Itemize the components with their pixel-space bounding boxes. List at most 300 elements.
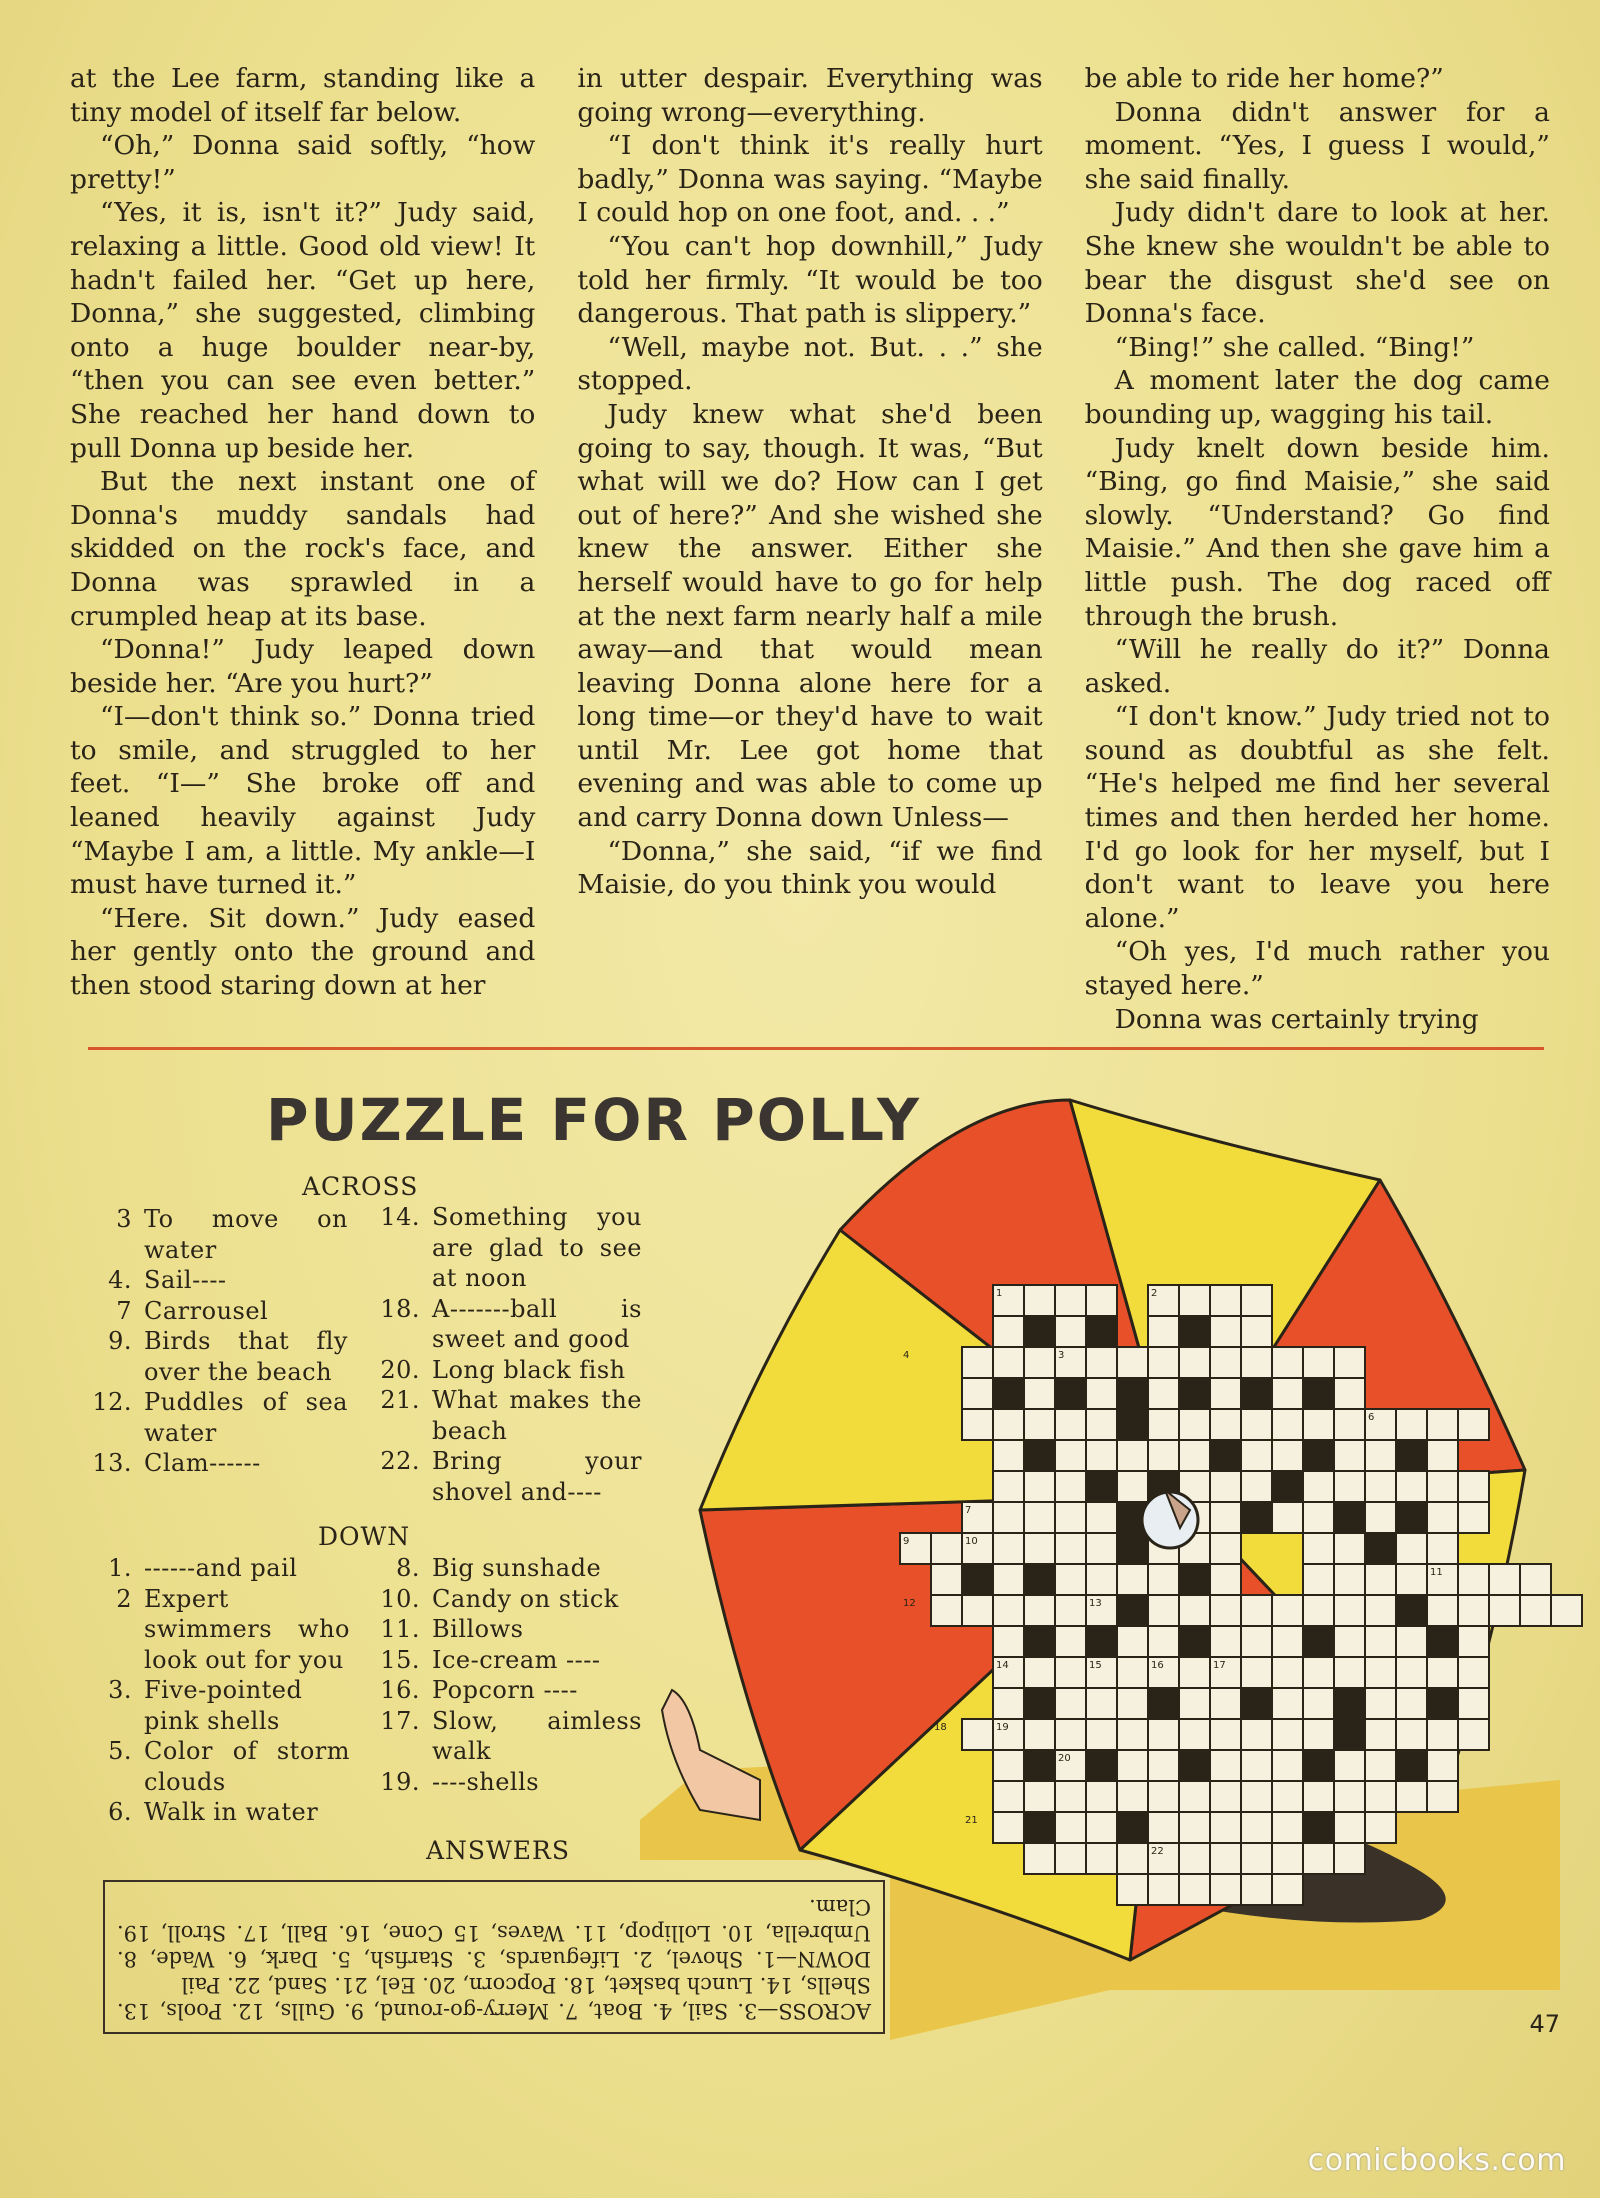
grid-cell	[1086, 1781, 1117, 1812]
grid-cell	[1241, 1843, 1272, 1874]
grid-cell	[1427, 1440, 1458, 1471]
grid-cell	[1148, 1378, 1179, 1409]
grid-cell	[1303, 1595, 1334, 1626]
clue-item	[376, 1294, 642, 1355]
down-clues-left	[88, 1553, 350, 1828]
grid-cell	[1117, 1471, 1148, 1502]
grid-black-cell	[1179, 1564, 1210, 1595]
grid-cell	[1334, 1812, 1365, 1843]
grid-cell	[1055, 1595, 1086, 1626]
grid-cell	[1055, 1626, 1086, 1657]
clue-text: Big sunshade	[432, 1554, 602, 1582]
grid-cell	[1210, 1347, 1241, 1378]
grid-cell	[1334, 1564, 1365, 1595]
grid-black-cell	[1303, 1378, 1334, 1409]
clue-number: 13.	[92, 1449, 132, 1477]
grid-number: 13	[1089, 1598, 1102, 1609]
grid-black-cell	[1303, 1626, 1334, 1657]
grid-cell	[1365, 1812, 1396, 1843]
story-paragraph: in utter despair. Everything was going wrong—everything.	[577, 63, 1043, 128]
grid-cell	[1303, 1657, 1334, 1688]
grid-cell	[1334, 1378, 1365, 1409]
story-paragraph: be able to ride her home?”	[1084, 63, 1444, 94]
grid-cell	[1024, 1595, 1055, 1626]
clue-item	[88, 1584, 350, 1676]
grid-black-cell	[1024, 1316, 1055, 1347]
grid-cell	[1396, 1533, 1427, 1564]
grid-cell	[1241, 1409, 1272, 1440]
grid-cell	[1458, 1502, 1489, 1533]
clue-number: 18.	[380, 1294, 420, 1323]
grid-cell	[1055, 1409, 1086, 1440]
clue-text: Five-pointed pink shells	[144, 1676, 303, 1735]
clue-text: What makes the beach	[432, 1386, 642, 1445]
grid-cell	[1024, 1347, 1055, 1378]
story-paragraph: Judy knelt down beside him. “Bing, go find Maisie,” she said slowly. “Understand? Go find Maisie.” And then she gave him a little push. The dog raced off through the brush.	[1084, 432, 1550, 632]
grid-cell	[1086, 1409, 1117, 1440]
grid-cell	[1055, 1471, 1086, 1502]
grid-cell	[1241, 1874, 1272, 1905]
clue-number: 15.	[380, 1645, 420, 1674]
grid-cell	[1086, 1440, 1117, 1471]
grid-cell	[1024, 1285, 1055, 1316]
puzzle-title: PUZZLE FOR POLLY	[266, 1086, 921, 1154]
grid-black-cell	[1179, 1316, 1210, 1347]
grid-cell	[993, 1347, 1024, 1378]
grid-number: 14	[996, 1660, 1009, 1671]
clue-item	[376, 1645, 642, 1676]
grid-cell	[1086, 1688, 1117, 1719]
clue-text: Long black fish	[432, 1355, 626, 1384]
grid-cell	[1241, 1285, 1272, 1316]
grid-cell	[1086, 1533, 1117, 1564]
grid-cell	[962, 1595, 993, 1626]
grid-cell	[1303, 1409, 1334, 1440]
grid-number: 19	[996, 1722, 1009, 1733]
grid-cell	[1241, 1347, 1272, 1378]
grid-number: 2	[1151, 1288, 1158, 1299]
clue-number: 1.	[108, 1554, 132, 1582]
grid-cell	[1241, 1812, 1272, 1843]
grid-cell	[1055, 1564, 1086, 1595]
story-paragraph: “You can't hop downhill,” Judy told her firmly. “It would be too dangerous. That path is slippery.”	[577, 230, 1043, 330]
grid-black-cell	[1272, 1471, 1303, 1502]
story-paragraph: “Oh,” Donna said softly, “how pretty!”	[70, 130, 536, 195]
grid-cell	[1365, 1502, 1396, 1533]
grid-cell	[993, 1781, 1024, 1812]
clue-text: Birds that fly over the beach	[144, 1327, 348, 1386]
grid-cell	[1055, 1533, 1086, 1564]
grid-cell	[993, 1812, 1024, 1843]
clue-text: Something you are glad to see at noon	[432, 1203, 642, 1292]
grid-cell	[1365, 1657, 1396, 1688]
clue-number: 3	[116, 1205, 132, 1233]
across-clues-right	[376, 1202, 642, 1507]
grid-cell	[1427, 1409, 1458, 1440]
grid-black-cell	[1427, 1688, 1458, 1719]
grid-cell	[1458, 1657, 1489, 1688]
grid-black-cell	[1303, 1750, 1334, 1781]
grid-cell	[1272, 1595, 1303, 1626]
story-paragraph: “Here. Sit down.” Judy eased her gently onto the ground and then stood staring down at her	[70, 902, 536, 1002]
grid-cell	[1055, 1812, 1086, 1843]
grid-cell	[1148, 1750, 1179, 1781]
grid-black-cell	[1024, 1564, 1055, 1595]
grid-cell	[1334, 1843, 1365, 1874]
grid-cell	[1303, 1502, 1334, 1533]
grid-cell	[1117, 1688, 1148, 1719]
grid-cell	[1458, 1564, 1489, 1595]
grid-cell	[993, 1409, 1024, 1440]
clue-number: 7	[116, 1296, 132, 1325]
grid-black-cell	[1024, 1440, 1055, 1471]
grid-cell	[1396, 1719, 1427, 1750]
grid-cell	[1210, 1285, 1241, 1316]
grid-cell	[1241, 1316, 1272, 1347]
grid-cell	[1055, 1440, 1086, 1471]
grid-cell	[1334, 1781, 1365, 1812]
grid-cell	[1427, 1750, 1458, 1781]
clue-text: Popcorn ----	[432, 1676, 578, 1704]
grid-cell	[1272, 1688, 1303, 1719]
grid-cell	[993, 1750, 1024, 1781]
grid-cell	[993, 1626, 1024, 1657]
grid-cell	[1148, 1564, 1179, 1595]
grid-number: 6	[1368, 1412, 1375, 1423]
grid-cell	[1024, 1781, 1055, 1812]
grid-cell	[1241, 1719, 1272, 1750]
grid-black-cell	[1179, 1750, 1210, 1781]
grid-cell	[1210, 1471, 1241, 1502]
grid-cell	[1210, 1781, 1241, 1812]
grid-cell	[1334, 1626, 1365, 1657]
grid-number: 1	[996, 1288, 1003, 1299]
grid-black-cell	[1086, 1750, 1117, 1781]
grid-cell	[1489, 1595, 1520, 1626]
grid-cell	[1179, 1657, 1210, 1688]
grid-number: 22	[1151, 1846, 1164, 1857]
grid-cell	[1365, 1750, 1396, 1781]
grid-black-cell	[1024, 1812, 1055, 1843]
story-paragraph: “Will he really do it?” Donna asked.	[1084, 634, 1550, 699]
story-paragraph: at the Lee farm, standing like a tiny model of itself far below.	[70, 63, 536, 128]
grid-cell	[1024, 1502, 1055, 1533]
answers-text	[117, 1890, 871, 2024]
story-paragraph: “I—don't think so.” Donna tried to smile, and struggled to her feet. “I—” She broke off and leaned heavily against Judy “Maybe I am, a little. My ankle—I must have turned it.”	[70, 701, 536, 901]
grid-cell	[1458, 1595, 1489, 1626]
grid-black-cell	[1334, 1502, 1365, 1533]
grid-cell	[1210, 1595, 1241, 1626]
grid-cell	[1024, 1843, 1055, 1874]
grid-cell	[1024, 1378, 1055, 1409]
grid-number: 7	[965, 1505, 972, 1516]
grid-black-cell	[1024, 1750, 1055, 1781]
grid-cell	[1303, 1719, 1334, 1750]
grid-cell	[962, 1409, 993, 1440]
grid-cell	[1396, 1781, 1427, 1812]
clue-number: 5.	[108, 1737, 132, 1765]
grid-number: 11	[1430, 1567, 1443, 1578]
grid-cell	[1396, 1409, 1427, 1440]
grid-black-cell	[1117, 1595, 1148, 1626]
clue-number: 11.	[380, 1615, 420, 1643]
grid-black-cell	[1148, 1688, 1179, 1719]
grid-cell	[1179, 1347, 1210, 1378]
grid-cell	[1334, 1471, 1365, 1502]
clue-number: 2	[116, 1584, 132, 1613]
grid-number: 15	[1089, 1660, 1102, 1671]
grid-cell	[1210, 1719, 1241, 1750]
grid-number: 4	[903, 1350, 910, 1361]
grid-cell	[1086, 1347, 1117, 1378]
clue-item	[376, 1553, 642, 1584]
clue-text: Candy on stick	[432, 1584, 619, 1613]
grid-cell	[1272, 1409, 1303, 1440]
clue-item	[88, 1553, 350, 1584]
grid-cell	[1179, 1781, 1210, 1812]
story-paragraph: “Donna,” she said, “if we find Maisie, do you think you would	[577, 835, 1043, 901]
grid-cell	[1055, 1657, 1086, 1688]
grid-cell	[1272, 1874, 1303, 1905]
grid-cell	[1210, 1750, 1241, 1781]
grid-cell	[1210, 1409, 1241, 1440]
grid-number: 12	[903, 1598, 916, 1609]
grid-cell	[993, 1688, 1024, 1719]
clue-text: ----shells	[432, 1767, 540, 1796]
grid-cell	[1365, 1440, 1396, 1471]
grid-cell	[1055, 1719, 1086, 1750]
grid-black-cell	[1024, 1626, 1055, 1657]
grid-cell	[1427, 1471, 1458, 1502]
story-paragraph: Judy knew what she'd been going to say, though. It was, “But what will we do? How can I get out of here?” And she wished she knew the answer. Either she herself would have to go for help at the next farm nearly half a mile away—and that would mean leaving Donna alone here for a long time—or they'd have to wait until Mr. Lee got home that evening and was able to come up and carry Donna down Unless—	[577, 398, 1043, 834]
grid-cell	[1365, 1564, 1396, 1595]
clue-item	[376, 1706, 642, 1767]
grid-black-cell	[1179, 1378, 1210, 1409]
grid-cell	[993, 1316, 1024, 1347]
grid-cell	[1241, 1657, 1272, 1688]
grid-cell	[962, 1347, 993, 1378]
grid-cell	[993, 1502, 1024, 1533]
grid-cell	[1148, 1347, 1179, 1378]
grid-cell	[1179, 1874, 1210, 1905]
grid-cell	[1396, 1471, 1427, 1502]
grid-cell	[1086, 1378, 1117, 1409]
clue-number: 20.	[380, 1355, 420, 1384]
grid-cell	[1024, 1471, 1055, 1502]
clue-number: 3.	[108, 1676, 132, 1704]
grid-cell	[1210, 1378, 1241, 1409]
clue-item	[376, 1767, 642, 1798]
watermark: comicbooks.com	[1307, 2143, 1566, 2178]
clue-text: Sail----	[144, 1266, 227, 1294]
grid-cell	[1272, 1440, 1303, 1471]
clue-item	[376, 1584, 642, 1615]
grid-black-cell	[1396, 1502, 1427, 1533]
clue-item	[376, 1355, 642, 1386]
grid-cell	[1334, 1409, 1365, 1440]
grid-black-cell	[962, 1564, 993, 1595]
grid-black-cell	[1117, 1812, 1148, 1843]
grid-cell	[1334, 1440, 1365, 1471]
grid-cell	[1117, 1843, 1148, 1874]
grid-cell	[1086, 1285, 1117, 1316]
down-clues-right	[376, 1553, 642, 1797]
grid-cell	[1024, 1409, 1055, 1440]
grid-black-cell	[1024, 1688, 1055, 1719]
grid-black-cell	[1365, 1533, 1396, 1564]
grid-cell	[1272, 1347, 1303, 1378]
grid-cell	[1148, 1719, 1179, 1750]
clue-number: 17.	[380, 1706, 420, 1735]
clue-number: 9.	[108, 1327, 132, 1355]
grid-cell	[1210, 1812, 1241, 1843]
grid-cell	[1117, 1874, 1148, 1905]
grid-cell	[1179, 1285, 1210, 1316]
story-paragraph: Donna didn't answer for a moment. “Yes, I guess I would,” she said finally.	[1084, 96, 1550, 195]
grid-cell	[1334, 1750, 1365, 1781]
umbrella-hub	[1142, 1490, 1198, 1548]
grid-cell	[1024, 1657, 1055, 1688]
clue-item	[88, 1448, 348, 1479]
grid-cell	[1272, 1750, 1303, 1781]
grid-cell	[1272, 1781, 1303, 1812]
grid-cell	[1148, 1874, 1179, 1905]
clue-number: 8.	[396, 1554, 420, 1582]
grid-cell	[1520, 1564, 1551, 1595]
grid-cell	[962, 1719, 993, 1750]
grid-cell	[1055, 1781, 1086, 1812]
clue-text: ------and pail	[144, 1554, 298, 1582]
grid-cell	[1210, 1564, 1241, 1595]
grid-cell	[1303, 1843, 1334, 1874]
answers-across: ACROSS—3. Sail, 4. Boat, 7. Merry-go-round, 9. Gulls, 12. Pools, 13. Shells, 14. Lunch basket, 18. Popcorn, 20. Eel, 21. Sand, 22. Pail	[117, 1973, 871, 2023]
grid-cell	[1055, 1285, 1086, 1316]
grid-cell	[1272, 1657, 1303, 1688]
grid-cell	[1210, 1874, 1241, 1905]
grid-cell	[1303, 1533, 1334, 1564]
grid-cell	[1210, 1843, 1241, 1874]
grid-cell	[1117, 1657, 1148, 1688]
grid-cell	[1148, 1316, 1179, 1347]
grid-cell	[1210, 1688, 1241, 1719]
grid-cell	[1427, 1533, 1458, 1564]
grid-black-cell	[1241, 1688, 1272, 1719]
grid-cell	[1210, 1626, 1241, 1657]
grid-cell	[1334, 1595, 1365, 1626]
grid-cell	[1241, 1471, 1272, 1502]
grid-cell	[1117, 1626, 1148, 1657]
grid-cell	[1179, 1595, 1210, 1626]
clue-number: 21.	[380, 1386, 420, 1414]
story-paragraph: “Well, maybe not. But. . .” she stopped.	[577, 331, 1043, 397]
clue-number: 12.	[92, 1388, 132, 1416]
clue-number: 16.	[380, 1676, 420, 1704]
across-heading: ACROSS	[302, 1172, 419, 1201]
grid-black-cell	[1117, 1533, 1148, 1564]
grid-number: 3	[1058, 1350, 1065, 1361]
story-paragraph: “Bing!” she called. “Bing!”	[1114, 331, 1475, 363]
answers-heading: ANSWERS	[426, 1836, 570, 1865]
grid-cell	[1179, 1843, 1210, 1874]
grid-cell	[1117, 1440, 1148, 1471]
grid-black-cell	[1303, 1812, 1334, 1843]
grid-cell	[1458, 1719, 1489, 1750]
grid-cell	[1241, 1781, 1272, 1812]
grid-cell	[1055, 1316, 1086, 1347]
clue-text: To move on water	[144, 1205, 348, 1264]
grid-cell	[931, 1564, 962, 1595]
grid-cell	[1055, 1843, 1086, 1874]
story-paragraph: But the next instant one of Donna's muddy sandals had skidded on the rock's face, and Donna was sprawled in a crumpled heap at its base.	[70, 466, 536, 632]
grid-cell	[962, 1378, 993, 1409]
grid-black-cell	[1427, 1626, 1458, 1657]
grid-cell	[931, 1533, 962, 1564]
clue-item	[376, 1202, 642, 1294]
grid-cell	[1086, 1564, 1117, 1595]
grid-cell	[1179, 1719, 1210, 1750]
clue-item	[376, 1614, 642, 1645]
grid-cell	[1365, 1719, 1396, 1750]
grid-cell	[1427, 1595, 1458, 1626]
grid-cell	[1396, 1626, 1427, 1657]
clue-number: 14.	[380, 1203, 420, 1231]
clue-item	[88, 1265, 348, 1296]
grid-cell	[1303, 1781, 1334, 1812]
grid-cell	[1272, 1502, 1303, 1533]
grid-cell	[1210, 1502, 1241, 1533]
clue-text: Color of storm clouds	[144, 1737, 350, 1796]
grid-black-cell	[1396, 1750, 1427, 1781]
grid-cell	[1551, 1595, 1582, 1626]
clue-item	[88, 1736, 350, 1797]
grid-cell	[993, 1471, 1024, 1502]
grid-number: 18	[934, 1722, 947, 1733]
grid-number: 5	[1120, 1412, 1127, 1423]
grid-cell	[1148, 1409, 1179, 1440]
answers-down: DOWN—1. Shovel, 2. Lifeguards, 3. Starfish, 5. Dark, 6. Wade, 8. Umbrella, 10. Lollipop, 11. Waves, 15 Cone, 16. Ball, 17. Stroll, 19. Clam.	[117, 1895, 871, 1971]
clue-text: Puddles of sea water	[144, 1388, 348, 1447]
grid-black-cell	[1334, 1719, 1365, 1750]
grid-cell	[1365, 1626, 1396, 1657]
grid-black-cell	[1396, 1595, 1427, 1626]
grid-cell	[993, 1564, 1024, 1595]
clue-number: 22.	[380, 1447, 420, 1475]
grid-cell	[1458, 1409, 1489, 1440]
grid-black-cell	[1055, 1378, 1086, 1409]
clue-item	[88, 1326, 348, 1387]
clue-text: Billows	[432, 1615, 524, 1643]
grid-number: 16	[1151, 1660, 1164, 1671]
clue-text: Slow, aimless walk	[432, 1706, 642, 1765]
story-paragraph: A moment later the dog came bounding up, wagging his tail.	[1084, 365, 1550, 430]
grid-number: 20	[1058, 1753, 1071, 1764]
grid-cell	[1427, 1719, 1458, 1750]
grid-cell	[1117, 1564, 1148, 1595]
grid-cell	[1272, 1626, 1303, 1657]
page-number: 47	[1529, 2010, 1560, 2038]
grid-cell	[1024, 1719, 1055, 1750]
clue-number: 4.	[108, 1266, 132, 1294]
grid-cell	[1086, 1719, 1117, 1750]
grid-cell	[1086, 1502, 1117, 1533]
grid-cell	[1272, 1812, 1303, 1843]
grid-cell	[1303, 1347, 1334, 1378]
grid-cell	[1148, 1595, 1179, 1626]
grid-cell	[1396, 1688, 1427, 1719]
grid-number: 10	[965, 1536, 978, 1547]
grid-cell	[1117, 1719, 1148, 1750]
grid-cell	[1365, 1595, 1396, 1626]
